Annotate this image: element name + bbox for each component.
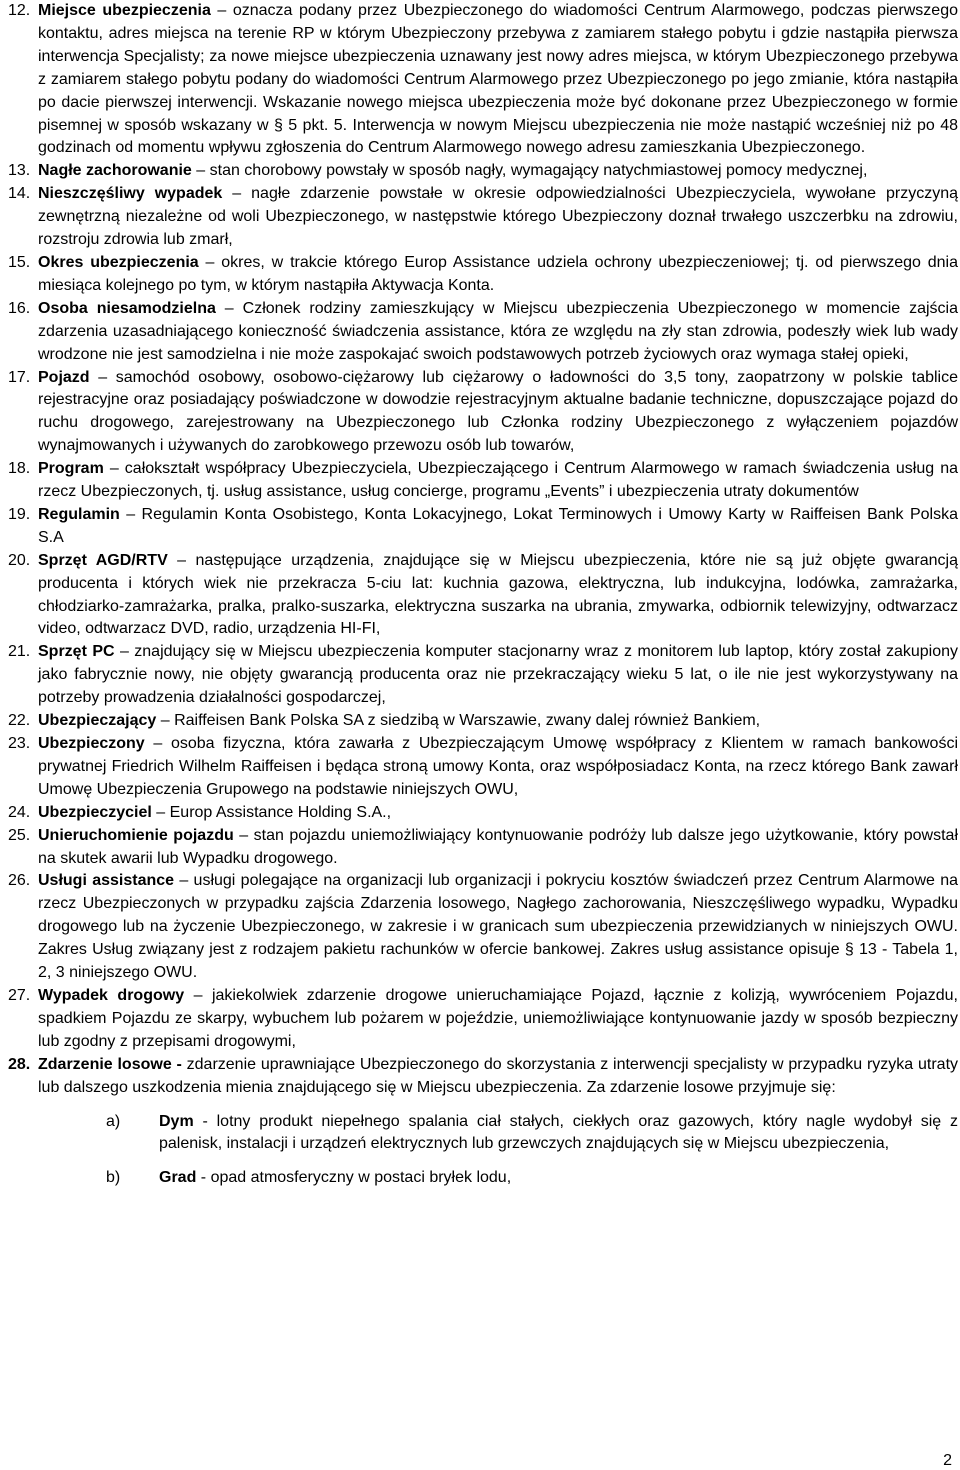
definition-20 bbox=[8, 550, 958, 642]
definition-text: – następujące urządzenia, znajdujące się w Miejscu ubezpieczenia, które nie są już objęte gwarancją producenta i których wiek nie przekracza 5-ciu lat: kuchnia gazowa, elektryczna, lub indukcyjna, lodówka, zamrażarka, chłodziarko-zamrażarka, pralka, pralko-suszarka, elektryczna suszarka na ubrania, zmywarka, odbiornik telewizyjny, odtwarzacz video, odtwarzacz DVD, radio, urządzenia HI-FI, bbox=[38, 551, 959, 638]
definition-27 bbox=[8, 985, 958, 1054]
term: Usługi assistance bbox=[38, 872, 175, 890]
item-number: 24. bbox=[8, 803, 31, 821]
definition-15 bbox=[8, 252, 958, 298]
term: Regulamin bbox=[38, 505, 120, 523]
item-number: 14. bbox=[8, 185, 31, 203]
term: Sprzęt PC bbox=[38, 643, 115, 661]
definition-text: zdarzenie uprawniające Ubezpieczonego do skorzystania z interwencji specjalisty w przypadku ryzyka utraty lub dalszego uszkodzenia mienia znajdującego się w Miejscu ubezpieczenia. Za zdarzenie losowe przyjmuje się: bbox=[38, 1055, 959, 1096]
definition-19 bbox=[8, 504, 958, 550]
definition-text: – osoba fizyczna, która zawarła z Ubezpieczającym Umowę współpracy z Klientem w ramach bankowości prywatnej Friedrich Wilhelm Raiffeisen i będąca stroną umowy Konta, oraz współposiadacz Konta, na rzecz którego Bank zawarł Umowę Ubezpieczenia Grupowego na podstawie niniejszych OWU, bbox=[38, 735, 958, 798]
term: Program bbox=[38, 460, 104, 478]
subitem-term: Grad bbox=[159, 1169, 197, 1187]
term: Nagłe zachorowanie bbox=[38, 162, 192, 180]
term: Nieszczęśliwy wypadek bbox=[38, 185, 223, 203]
item-number: 18. bbox=[8, 460, 31, 478]
definition-text: – Raiffeisen Bank Polska SA z siedzibą w Warszawie, zwany dalej również Bankiem, bbox=[156, 712, 761, 730]
subitem-letter: a) bbox=[106, 1112, 121, 1130]
definition-text: – Członek rodziny zamieszkujący w Miejscu ubezpieczenia Ubezpieczonego w momencie zajścia zdarzenia uzasadniającego konieczność świadczenia assistance, która ze względu na zły stan zdrowia, podeszły wiek lub wady wrodzone nie jest samodzielna i nie może zaspokajać swoich podstawowych potrzeb życiowych oraz wymaga stałej opieki, bbox=[38, 299, 958, 363]
term: Zdarzenie losowe - bbox=[38, 1055, 182, 1073]
definition-text: – nagłe zdarzenie powstałe w okresie odpowiedzialności Ubezpieczyciela, wywołane przyczyną zewnętrzną niezależne od woli Ubezpieczonego, w następstwie którego Ubezpieczony doznał trwałego uszczerbku na zdrowiu, rozstroju zdrowia lub zmarł, bbox=[38, 185, 958, 249]
item-number: 26. bbox=[8, 872, 31, 890]
term: Osoba niesamodzielna bbox=[38, 299, 216, 317]
item-number: 17. bbox=[8, 368, 31, 386]
term: Unieruchomienie pojazdu bbox=[38, 826, 234, 844]
subitem-b bbox=[8, 1167, 958, 1190]
item-number: 12. bbox=[8, 2, 31, 19]
subitem-text: - lotny produkt niepełnego spalania ciał stałych, ciekłych oraz gazowych, który nagle wydobył się z palenisk, instalacji i urządzeń elektrycznych lub grzewczych znajdujących się w Miejscu ubezpieczenia, bbox=[159, 1112, 958, 1153]
item-number: 19. bbox=[8, 505, 31, 523]
term: Wypadek drogowy bbox=[38, 986, 185, 1004]
definition-text: – oznacza podany przez Ubezpieczonego do wiadomości Centrum Alarmowego, podczas pierwszego kontaktu, adres miejsca na terenie RP w którym Ubezpieczony przebywa z zamiarem stałego pobytu i gdzie nastąpiła pierwsza interwencja Specjalisty; za nowe miejsce ubezpieczenia uznawany jest nowy adres miejsca, w którym Ubezpieczonego przebywa z zamiarem stałego pobytu podany do wiadomości Centrum Alarmowego przez Ubezpieczonego po jego zmianie, która nastąpiła po dacie pierwszej interwencji. Wskazanie nowego miejsca ubezpieczenia może być dokonane przez Ubezpieczonego w formie pisemnej w sposób wskazany w § 5 pkt. 5. Interwencja w nowym Miejscu ubezpieczenia nie może nastąpić wcześniej niż po 48 godzinach od momentu wpływu zgłoszenia do Centrum Alarmowego nowego adresu zamieszkania Ubezpieczonego. bbox=[38, 2, 958, 157]
subitem-text: - opad atmosferyczny w postaci bryłek lodu, bbox=[196, 1169, 512, 1187]
definition-text: – znajdujący się w Miejscu ubezpieczenia komputer stacjonarny wraz z monitorem lub laptop, który został zakupiony jako fabrycznie nowy, nie objęty gwarancją producenta oraz nie przekraczający wieku 5 lat, o ile nie jest wykorzystywany na potrzeby prowadzenia działalności gospodarczej, bbox=[38, 643, 958, 707]
item-number: 13. bbox=[8, 162, 31, 180]
definition-text: – stan chorobowy powstały w sposób nagły, wymagający natychmiastowej pomocy medycznej, bbox=[191, 162, 868, 180]
definition-14 bbox=[8, 183, 958, 252]
term: Ubezpieczony bbox=[38, 735, 145, 752]
definition-23 bbox=[8, 733, 958, 802]
subitem-term: Dym bbox=[159, 1112, 194, 1130]
item-number: 22. bbox=[8, 712, 31, 730]
definition-28 bbox=[8, 1054, 958, 1100]
definition-18 bbox=[8, 458, 958, 504]
item-number: 25. bbox=[8, 826, 31, 844]
definition-text: – całokształt współpracy Ubezpieczyciela, Ubezpieczającego i Centrum Alarmowego w ramach świadczenia usług na rzecz Ubezpieczonych, tj. usług assistance, usług concierge, programu „Events” i ubezpieczenia utraty dokumentów bbox=[38, 460, 958, 501]
definition-text: – Regulamin Konta Osobistego, Konta Lokacyjnego, Lokat Terminowych i Umowy Karty w Raiffeisen Bank Polska S.A bbox=[38, 505, 958, 546]
definition-16 bbox=[8, 298, 958, 367]
item-number: 15. bbox=[8, 253, 31, 271]
item-number: 21. bbox=[8, 643, 31, 661]
item-number: 16. bbox=[8, 299, 31, 317]
item-number: 23. bbox=[8, 735, 31, 752]
subitem-a bbox=[8, 1111, 958, 1157]
definition-25 bbox=[8, 825, 958, 871]
term: Miejsce ubezpieczenia bbox=[38, 2, 211, 19]
definition-22 bbox=[8, 710, 958, 733]
term: Ubezpieczający bbox=[38, 712, 157, 730]
definition-text: – okres, w trakcie którego Europ Assistance udziela ochrony ubezpieczeniowej; tj. od pierwszego dnia miesiąca kolejnego po tym, w którym nastąpiła Aktywacja Konta. bbox=[38, 253, 958, 294]
definition-17 bbox=[8, 367, 958, 459]
term: Sprzęt AGD/RTV bbox=[38, 551, 168, 569]
definition-12 bbox=[8, 0, 958, 160]
item-number: 28. bbox=[8, 1055, 31, 1073]
subitem-letter: b) bbox=[106, 1169, 121, 1187]
definition-text: – samochód osobowy, osobowo-ciężarowy lub ciężarowy o ładowności do 3,5 tony, zaopatrzony w polskie tablice rejestracyjne oraz posiadający poświadczone w dowodzie rejestracyjnym aktualne badanie techniczne, dopuszczające pojazd do ruchu drogowego, zarejestrowany na Ubezpieczonego lub Członka rodziny Ubezpieczonego z wyłączeniem pojazdów wynajmowanych i używanych do zarobkowego przewozu osób lub towarów, bbox=[38, 368, 958, 455]
item-number: 27. bbox=[8, 986, 31, 1004]
definition-21 bbox=[8, 641, 958, 710]
definition-26 bbox=[8, 870, 958, 985]
definition-13 bbox=[8, 160, 958, 183]
definition-text: – usługi polegające na organizacji lub organizacji i pokryciu kosztów świadczeń przez Centrum Alarmowe na rzecz Ubezpieczonych w przypadku zajścia Zdarzenia losowego, Nagłego zachorowania, Nieszczęśliwego wypadku, Wypadku drogowego lub na życzenie Ubezpieczonego, w zakresie i w granicach sum ubezpieczenia przewidzianych w niniejszych OWU. Zakres Usług związany jest z rodzajem pakietu rachunków w ofercie bankowej. Zakres usług assistance opisuje § 13 - Tabela 1, 2, 3 niniejszego OWU. bbox=[38, 872, 959, 982]
document-body bbox=[8, 0, 958, 1190]
definition-text: – jakiekolwiek zdarzenie drogowe unieruchamiające Pojazd, łącznie z kolizją, wywróceniem Pojazdu, spadkiem Pojazdu ze skarpy, wybuchem lub pożarem w pojeździe, uniemożliwiające kontynuowanie jazdy w sposób bezpieczny lub zgodny z przepisami drogowymi, bbox=[38, 986, 959, 1050]
term: Pojazd bbox=[38, 368, 90, 386]
definition-text: – Europ Assistance Holding S.A., bbox=[151, 803, 392, 821]
term: Okres ubezpieczenia bbox=[38, 253, 199, 271]
definition-text: – stan pojazdu uniemożliwiający kontynuowanie podróży lub dalsze jego użytkowanie, który powstał na skutek awarii lub Wypadku drogowego. bbox=[38, 826, 958, 867]
term: Ubezpieczyciel bbox=[38, 803, 152, 821]
item-number: 20. bbox=[8, 551, 31, 569]
page-number: 2 bbox=[943, 1452, 952, 1469]
definition-24 bbox=[8, 802, 958, 825]
